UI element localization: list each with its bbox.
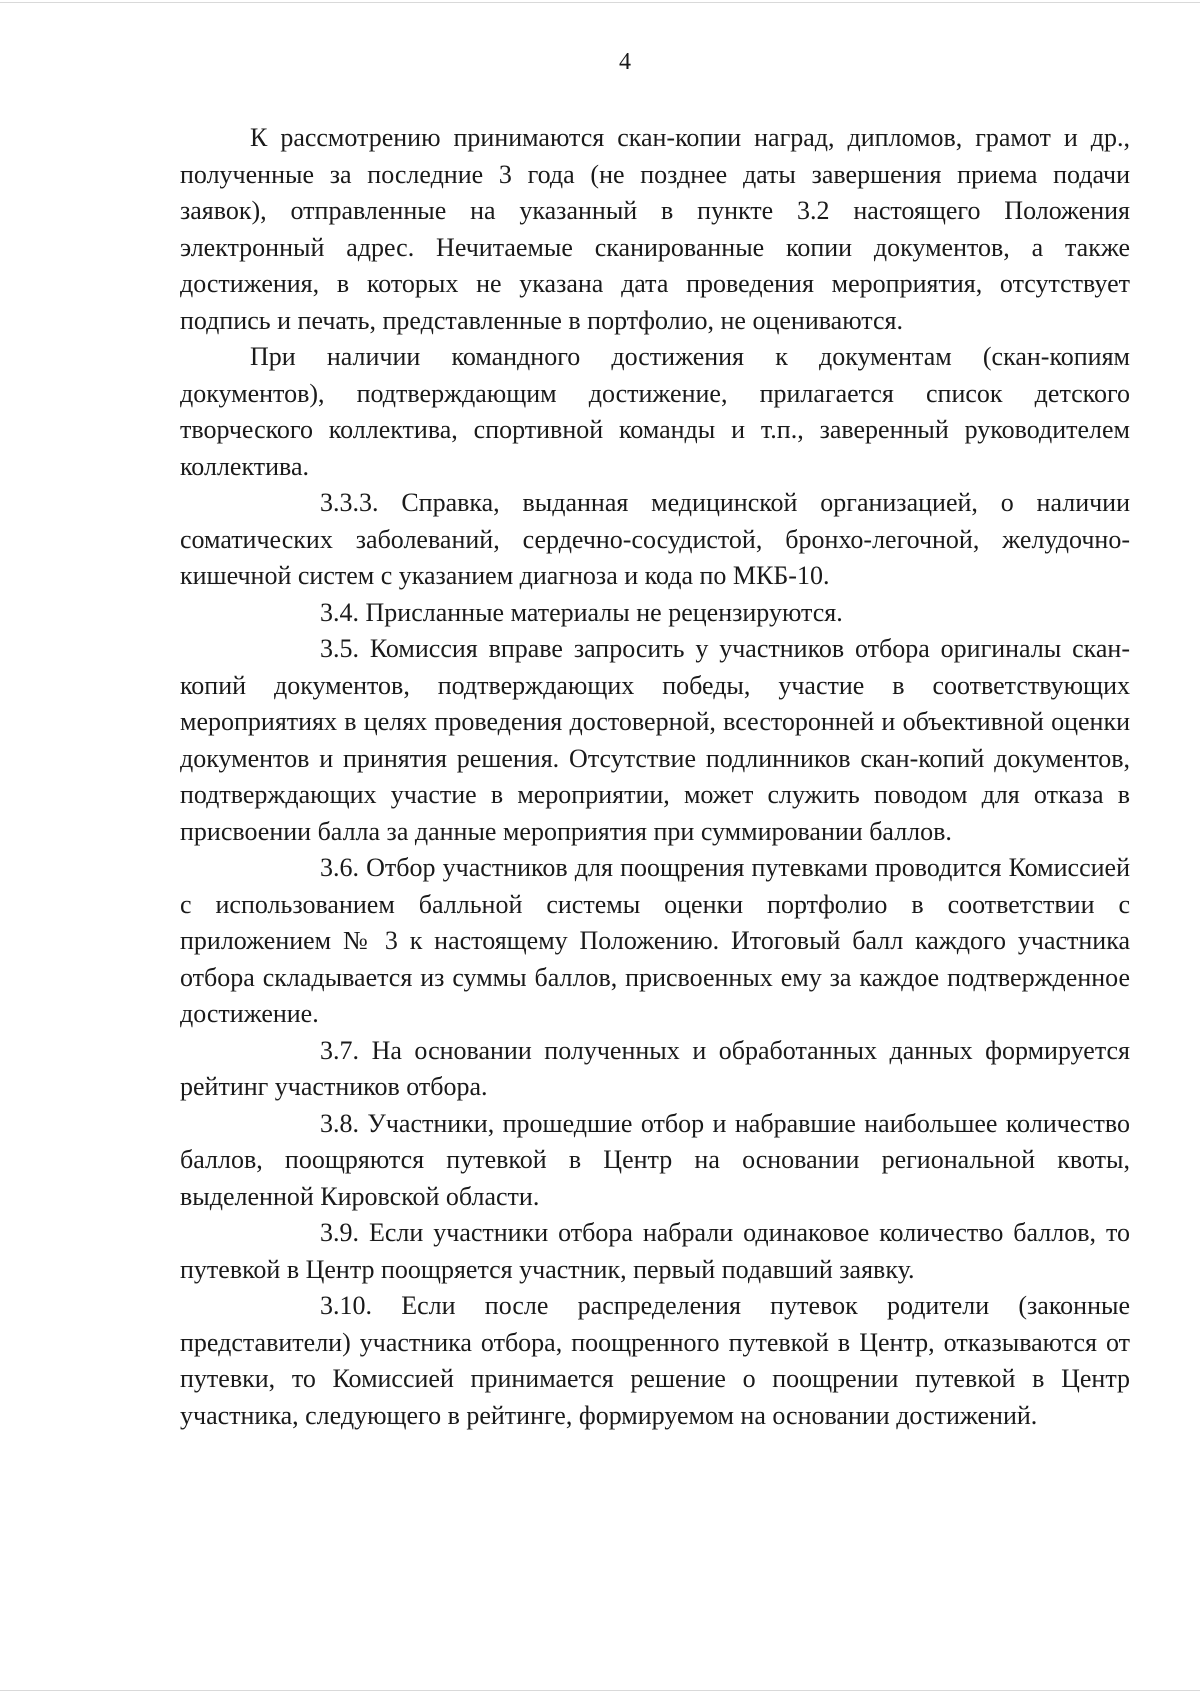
- paragraph-3-7: [180, 1033, 1130, 1106]
- paragraph-text: Присланные материалы не рецензируются.: [365, 597, 843, 627]
- paragraph-text: Комиссия вправе запросить у участников отбора оригиналы скан-копий документов, подтверждающих победы, участие в соответствующих мероприятиях в целях проведения достоверной, всесторонней и объективной оценки документов и принятия решения. Отсутствие подлинников скан-копий документов, подтверждающих участие в мероприятии, может служить поводом для отказа в присвоении балла за данные мероприятия при суммировании баллов.: [180, 634, 1131, 846]
- paragraph-number: 3.10.: [320, 1291, 372, 1320]
- paragraph-3-3-3: [180, 485, 1130, 595]
- paragraph-text: Если после распределения путевок родители (законные представители) участника отбора, поощренного путевкой в Центр, отказываются от путевки, то Комиссией принимается решение о поощрении путевкой в Центр участника, следующего в рейтинге, формируемом на основании достижений.: [180, 1291, 1130, 1430]
- scan-edge-bottom: [0, 1690, 1200, 1691]
- paragraph-number: 3.4.: [320, 597, 359, 627]
- document-body: [180, 120, 1130, 1434]
- paragraph-3-6: [180, 850, 1130, 1033]
- paragraph-3-5: [180, 631, 1130, 850]
- paragraph-text: К рассмотрению принимаются скан-копии наград, дипломов, грамот и др., полученные за последние 3 года (не позднее даты завершения приема подачи заявок), отправленные на указанный в пункте 3.2 настоящего Положения электронный адрес. Нечитаемые сканированные копии документов, а также достижения, в которых не указана дата проведения мероприятия, отсутствует подпись и печать, представленные в портфолио, не оцениваются.: [180, 123, 1130, 335]
- paragraph-3-9: [180, 1215, 1130, 1288]
- paragraph-text: Отбор участников для поощрения путевками проводится Комиссией с использованием балльной системы оценки портфолио в соответствии с приложением № 3 к настоящему Положению. Итоговый балл каждого участника отбора складывается из суммы баллов, присвоенных ему за каждое подтвержденное достижение.: [180, 853, 1130, 1028]
- paragraph-2: [180, 339, 1130, 485]
- paragraph-number: 3.8.: [320, 1108, 359, 1138]
- paragraph-3-10: [180, 1288, 1130, 1434]
- paragraph-text: Справка, выданная медицинской организацией, о наличии соматических заболеваний, сердечно-сосудистой, бронхо-легочной, желудочно-кишечной систем с указанием диагноза и кода по МКБ-10.: [180, 488, 1131, 590]
- paragraph-number: 3.5.: [320, 634, 359, 663]
- paragraph-1: [180, 120, 1130, 339]
- paragraph-number: 3.6.: [320, 853, 359, 882]
- paragraph-number: 3.7.: [320, 1035, 359, 1065]
- paragraph-number: 3.9.: [320, 1218, 359, 1247]
- scan-edge-top: [0, 2, 1200, 3]
- paragraph-text: На основании полученных и обработанных данных формируется рейтинг участников отбора.: [180, 1035, 1130, 1101]
- paragraph-3-8: [180, 1106, 1130, 1216]
- paragraph-text: Участники, прошедшие отбор и набравшие наибольшее количество баллов, поощряются путевкой в Центр на основании региональной квоты, выделенной Кировской области.: [180, 1108, 1130, 1211]
- paragraph-3-4: [180, 595, 1130, 632]
- paragraph-text: При наличии командного достижения к документам (скан-копиям документов), подтверждающим достижение, прилагается список детского творческого коллектива, спортивной команды и т.п., заверенный руководителем коллектива.: [180, 342, 1130, 481]
- page-number: 4: [619, 49, 631, 75]
- paragraph-text: Если участники отбора набрали одинаковое количество баллов, то путевкой в Центр поощряется участник, первый подавший заявку.: [180, 1218, 1131, 1284]
- paragraph-number: 3.3.3.: [320, 488, 379, 517]
